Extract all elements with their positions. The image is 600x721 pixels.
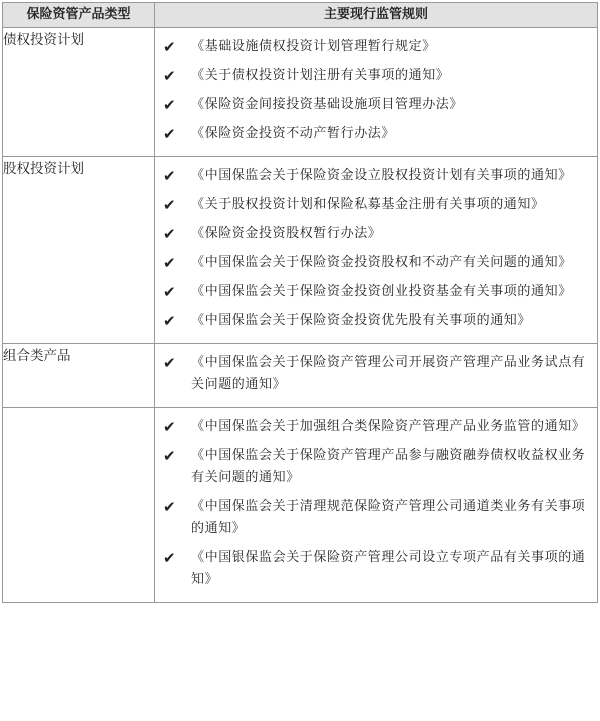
table-row [3,28,598,157]
regulations-cell [155,408,598,603]
list-item [155,223,597,245]
regulation-title: 《中国保监会关于加强组合类保险资产管理产品业务监管的通知》 [191,419,586,434]
list-item [155,445,597,489]
table-row [3,157,598,344]
list-item [155,416,597,438]
list-item [155,352,597,396]
regulation-title: 《中国保监会关于保险资金投资创业投资基金有关事项的通知》 [191,284,572,299]
regulation-list [155,408,597,602]
checkmark-icon: ✔ [163,312,177,330]
list-item [155,194,597,216]
regulation-title: 《基础设施债权投资计划管理暂行规定》 [191,39,436,54]
regulation-title: 《中国保监会关于保险资金投资优先股有关事项的通知》 [191,313,532,328]
regulation-title: 《中国保监会关于清理规范保险资产管理公司通道类业务有关事项的通知》 [191,499,586,536]
checkmark-icon: ✔ [163,418,177,436]
regulation-list [155,28,597,156]
checkmark-icon: ✔ [163,498,177,516]
checkmark-icon: ✔ [163,67,177,85]
product-type-cell: 组合类产品 [3,344,155,408]
checkmark-icon: ✔ [163,38,177,56]
regulation-title: 《中国保监会关于保险资金投资股权和不动产有关问题的通知》 [191,255,572,270]
regulation-table [2,2,598,603]
regulation-title: 《保险资金投资股权暂行办法》 [191,226,382,241]
regulation-title: 《中国保监会关于保险资产管理产品参与融资融券债权收益权业务有关问题的通知》 [191,448,586,485]
checkmark-icon: ✔ [163,549,177,567]
regulation-title: 《关于股权投资计划和保险私募基金注册有关事项的通知》 [191,197,545,212]
regulations-cell [155,344,598,408]
checkmark-icon: ✔ [163,167,177,185]
regulation-title: 《中国保监会关于保险资金设立股权投资计划有关事项的通知》 [191,168,572,183]
product-type-cell: 股权投资计划 [3,157,155,344]
table-row [3,408,598,603]
checkmark-icon: ✔ [163,447,177,465]
list-item [155,123,597,145]
table-body [3,28,598,603]
checkmark-icon: ✔ [163,283,177,301]
checkmark-icon: ✔ [163,125,177,143]
regulations-cell [155,157,598,344]
regulation-title: 《保险资金投资不动产暂行办法》 [191,126,396,141]
regulation-list [155,157,597,343]
list-item [155,310,597,332]
checkmark-icon: ✔ [163,354,177,372]
header-product-type: 保险资管产品类型 [3,3,155,28]
regulation-title: 《关于债权投资计划注册有关事项的通知》 [191,68,450,83]
product-type-cell: 债权投资计划 [3,28,155,157]
regulation-title: 《中国保监会关于保险资产管理公司开展资产管理产品业务试点有关问题的通知》 [191,355,586,392]
header-regulations: 主要现行监管规则 [155,3,598,28]
list-item [155,65,597,87]
header-row [3,3,598,28]
table-row [3,344,598,408]
regulation-title: 《保险资金间接投资基础设施项目管理办法》 [191,97,464,112]
regulation-list [155,344,597,407]
list-item [155,496,597,540]
list-item [155,165,597,187]
product-type-cell [3,408,155,603]
regulation-title: 《中国银保监会关于保险资产管理公司设立专项产品有关事项的通知》 [191,550,586,587]
list-item [155,547,597,591]
checkmark-icon: ✔ [163,225,177,243]
checkmark-icon: ✔ [163,96,177,114]
regulations-cell [155,28,598,157]
list-item [155,36,597,58]
list-item [155,281,597,303]
checkmark-icon: ✔ [163,254,177,272]
list-item [155,252,597,274]
list-item [155,94,597,116]
checkmark-icon: ✔ [163,196,177,214]
